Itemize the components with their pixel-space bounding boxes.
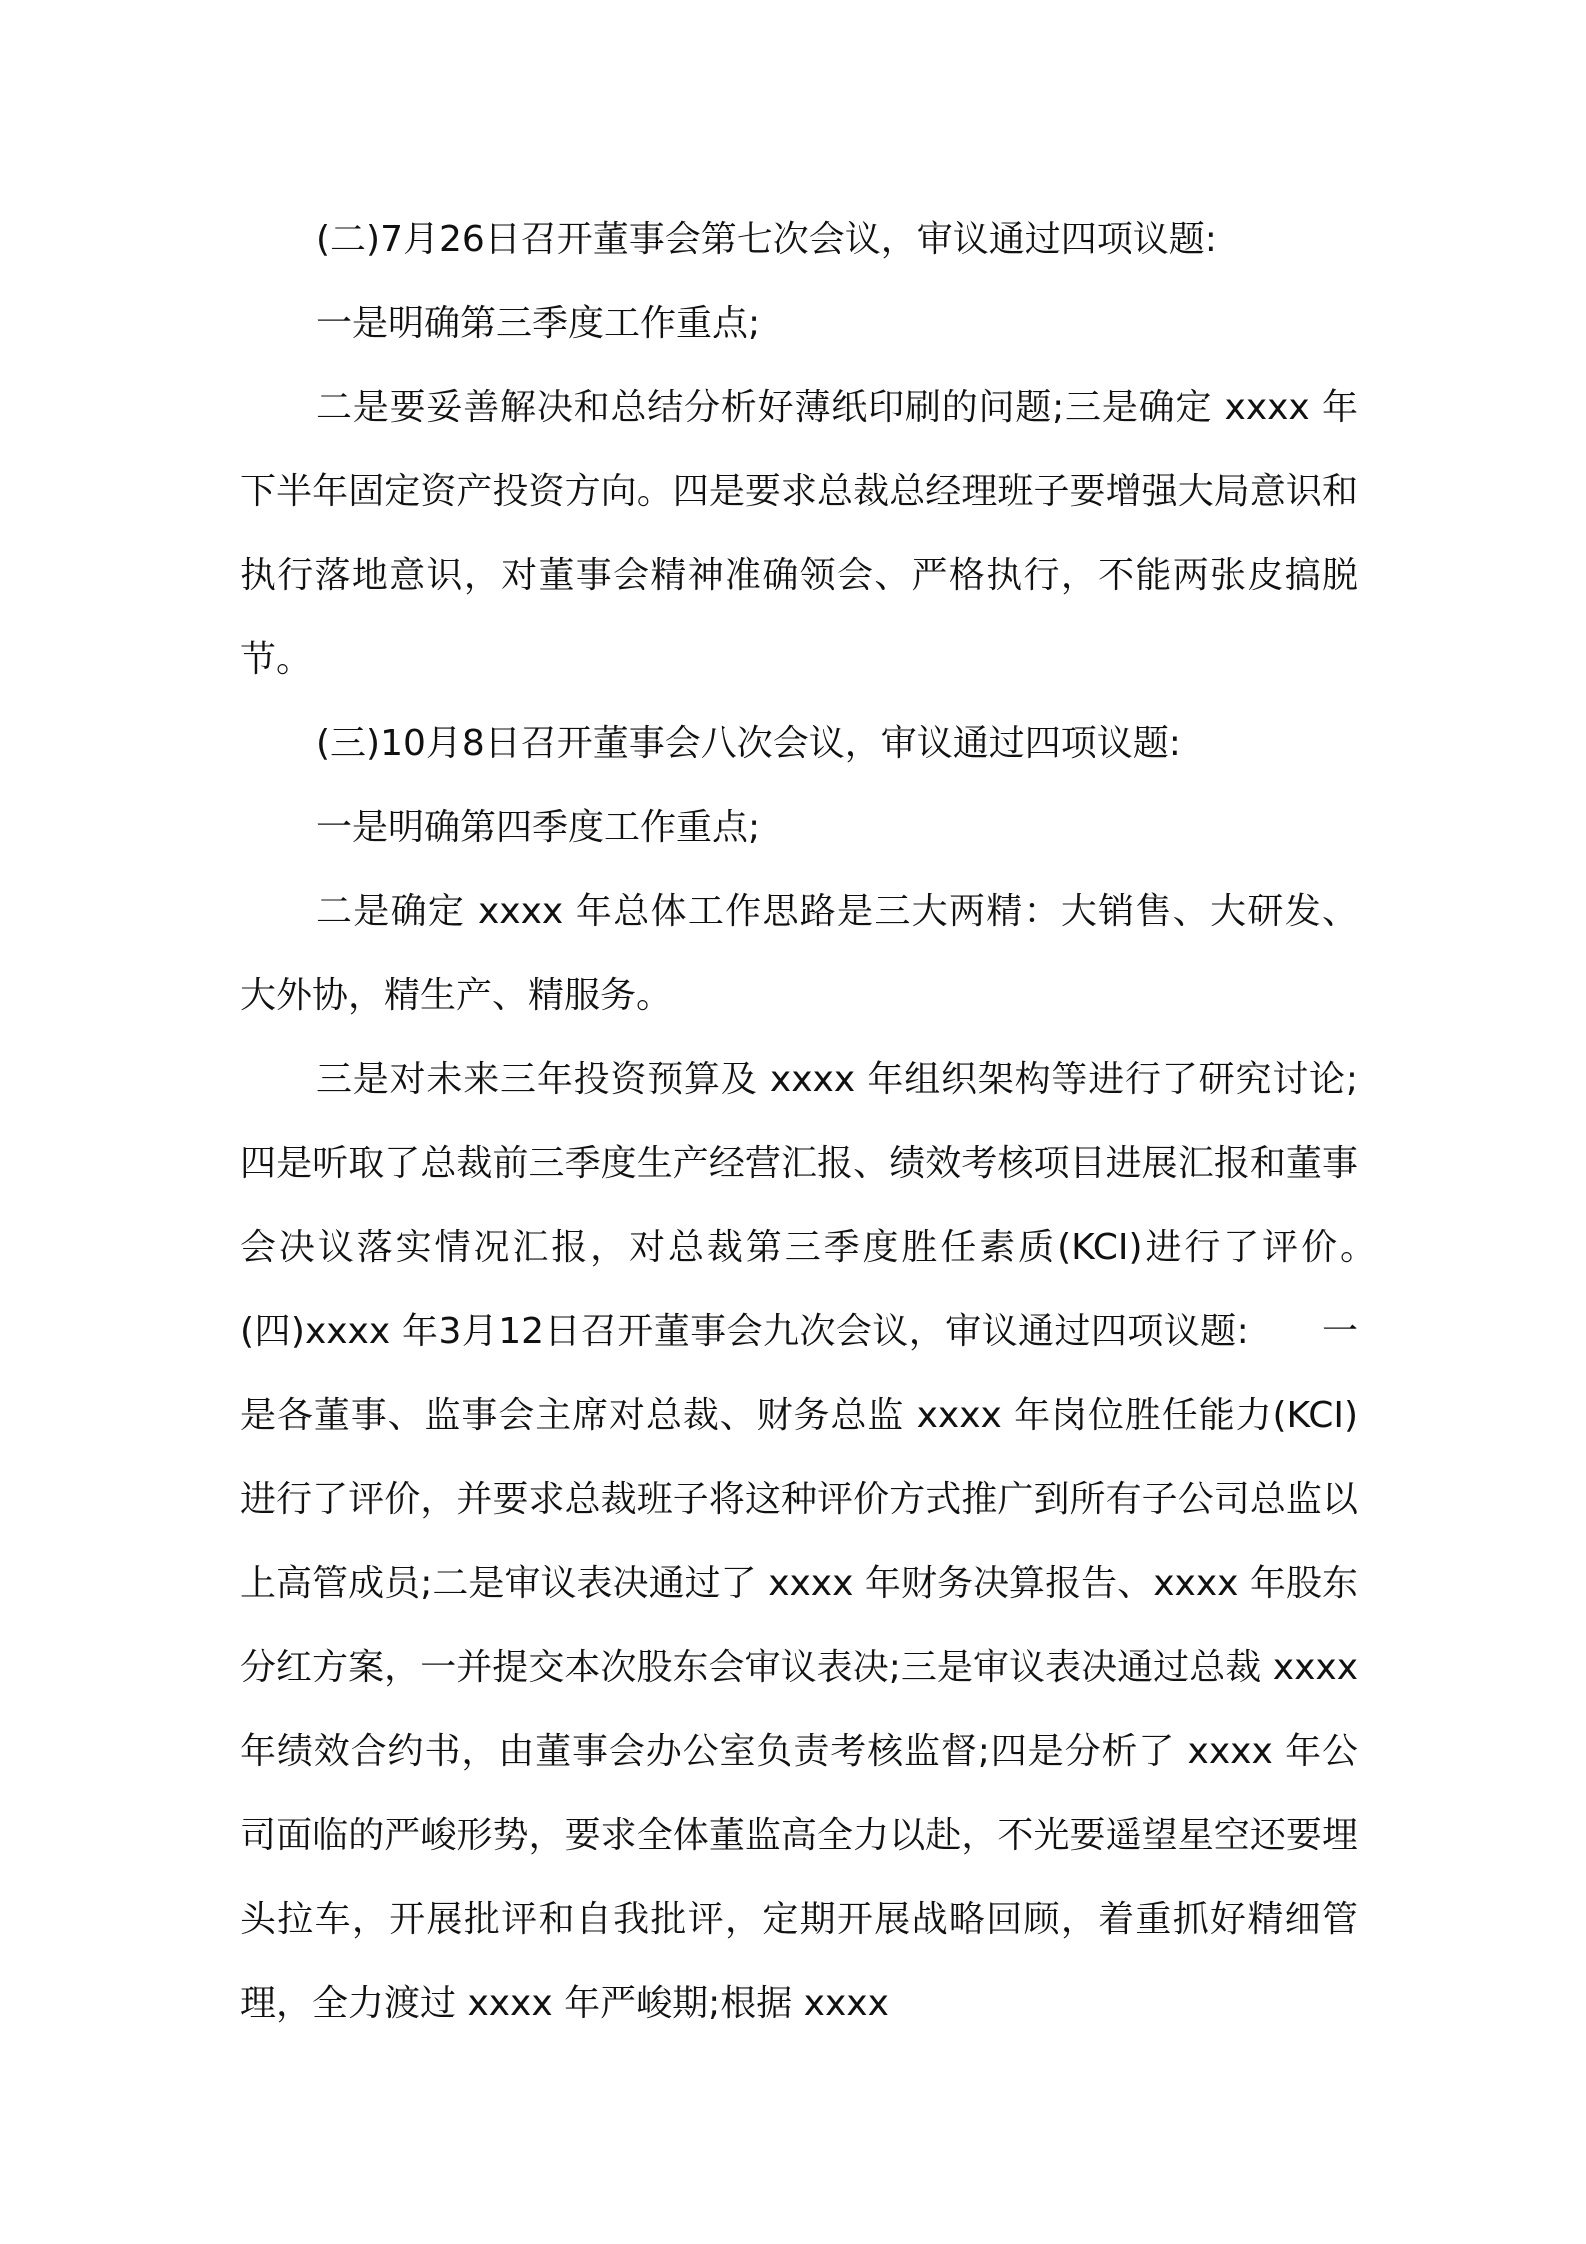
paragraph-meeting-8-item-2: 二是确定 xxxx 年总体工作思路是三大两精：大销售、大研发、大外协，精生产、精服务。 [240, 891, 1358, 1016]
paragraph-meeting-8-item-1: 一是明确第四季度工作重点; [316, 807, 761, 848]
paragraph-meeting-7-items-2-4: 二是要妥善解决和总结分析好薄纸印刷的问题;三是确定 xxxx 年下半年固定资产投资方向。四是要求总裁总经理班子要增强大局意识和执行落地意识，对董事会精神准确领会、严格执行，不能两张皮搞脱节。 [240, 387, 1358, 680]
document-body [240, 198, 1431, 2046]
paragraph-meeting-7-heading: (二)7月26日召开董事会第七次会议，审议通过四项议题: [316, 219, 1217, 260]
paragraph-meeting-8-heading: (三)10月8日召开董事会八次会议，审议通过四项议题: [316, 723, 1181, 764]
paragraph-meeting-7-item-1: 一是明确第三季度工作重点; [316, 303, 761, 344]
paragraph-meeting-8-9-details: 三是对未来三年投资预算及 xxxx 年组织架构等进行了研究讨论;四是听取了总裁前三季度生产经营汇报、绩效考核项目进展汇报和董事会决议落实情况汇报，对总裁第三季度胜任素质(KCI)进行了评价。 (四)xxxx 年3月12日召开董事会九次会议，审议通过四项议题: 一是各董事、监事会主席对总裁、财务总监 xxxx 年岗位胜任能力(KCI)进行了评价，并要求总裁班子将这种评价方式推广到所有子公司总监以上高管成员;二是审议表决通过了 xxxx 年财务决算报告、xxxx 年股东分红方案，一并提交本次股东会审议表决;三是审议表决通过总裁 xxxx 年绩效合约书，由董事会办公室负责考核监督;四是分析了 xxxx 年公司面临的严峻形势，要求全体董监高全力以赴，不光要遥望星空还要埋头拉车，开展批评和自我批评，定期开展战略回顾，着重抓好精细管理，全力渡过 xxxx 年严峻期;根据 xxxx [240, 1059, 1431, 2024]
